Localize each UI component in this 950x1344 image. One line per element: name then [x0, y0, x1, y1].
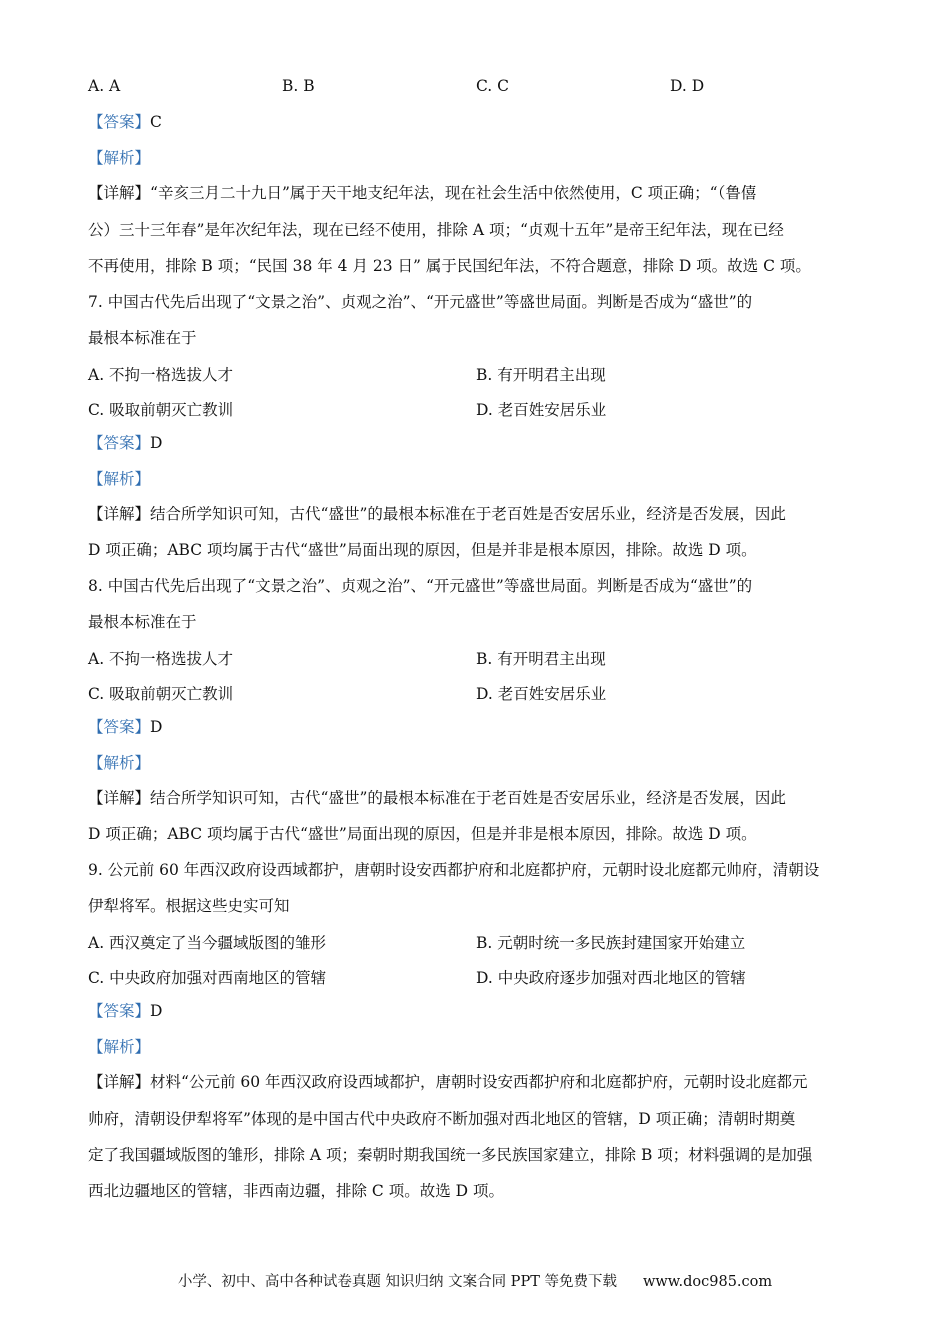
detail-text: 结合所学知识可知，古代“盛世”的最根本标准在于老百姓是否安居乐业，经济是否发展，因此 — [150, 505, 786, 523]
option-c: C. 中央政府加强对西南地区的管辖 — [88, 969, 327, 987]
option-c: C. 吸取前朝灭亡教训 — [88, 401, 234, 419]
q6-answer — [88, 112, 870, 132]
option-a: A. 不拘一格选拔人才 — [88, 366, 234, 384]
q9-stem-line-2: 伊犁将军。根据这些史实可知 — [88, 897, 290, 915]
option-a: A. 不拘一格选拔人才 — [88, 650, 234, 668]
q8-detail-line-1 — [88, 788, 870, 808]
analysis-tag: 【解析】 — [88, 149, 151, 167]
q9-answer — [88, 1001, 870, 1021]
page-footer — [0, 1270, 950, 1291]
q6-detail-line-1 — [88, 183, 870, 203]
q8-options-row-1 — [88, 647, 878, 667]
detail-text: 结合所学知识可知，古代“盛世”的最根本标准在于老百姓是否安居乐业，经济是否发展，因此 — [150, 789, 786, 807]
option-d: D. 老百姓安居乐业 — [476, 685, 607, 703]
q6-detail-line-2: 公）三十三年春”是年次纪年法，现在已经不使用，排除 A 项；“贞观十五年”是帝王纪年法，现在已经 — [88, 221, 784, 239]
analysis-tag: 【解析】 — [88, 1038, 151, 1056]
analysis-tag: 【解析】 — [88, 754, 151, 772]
q7-options-row-1 — [88, 363, 878, 383]
option-a: A. 西汉奠定了当今疆域版图的雏形 — [88, 934, 327, 952]
detail-tag: 【详解】 — [88, 505, 151, 523]
footer-url[interactable]: www.doc985.com — [642, 1274, 773, 1290]
answer-tag: 【答案】 — [88, 113, 151, 131]
answer-value: C — [150, 113, 162, 131]
detail-text: 材料“公元前 60 年西汉政府设西域都护，唐朝时设安西都护府和北庭都护府，元朝时设北庭都元 — [150, 1073, 808, 1091]
q6-options — [88, 77, 878, 97]
option-b: B. 有开明君主出现 — [476, 366, 606, 384]
option-d: D. 中央政府逐步加强对西北地区的管辖 — [476, 969, 746, 987]
detail-tag: 【详解】 — [88, 789, 151, 807]
q6-detail-line-3: 不再使用，排除 B 项；“民国 38 年 4 月 23 日” 属于民国纪年法，不符合题意，排除 D 项。故选 C 项。 — [88, 257, 811, 275]
option-d: D. 老百姓安居乐业 — [476, 401, 607, 419]
answer-tag: 【答案】 — [88, 434, 151, 452]
option-d: D. D — [670, 77, 705, 95]
q7-detail-line-1 — [88, 504, 870, 524]
q9-detail-line-4: 西北边疆地区的管辖，非西南边疆，排除 C 项。故选 D 项。 — [88, 1182, 504, 1200]
answer-tag: 【答案】 — [88, 1002, 151, 1020]
q8-analysis — [88, 753, 870, 773]
detail-text: “辛亥三月二十九日”属于天干地支纪年法，现在社会生活中依然使用，C 项正确；“（鲁僖 — [150, 184, 757, 202]
option-b: B. 有开明君主出现 — [476, 650, 606, 668]
q7-options-row-2 — [88, 398, 878, 418]
q7-stem-line-1: 7. 中国古代先后出现了“文景之治”、贞观之治”、“开元盛世”等盛世局面。判断是否成为“盛世”的 — [88, 293, 753, 311]
answer-tag: 【答案】 — [88, 718, 151, 736]
answer-value: D — [150, 1002, 163, 1020]
q9-detail-line-2: 帅府，清朝设伊犁将军”体现的是中国古代中央政府不断加强对西北地区的管辖，D 项正确；清朝时期奠 — [88, 1110, 796, 1128]
q8-stem-line-1: 8. 中国古代先后出现了“文景之治”、贞观之治”、“开元盛世”等盛世局面。判断是否成为“盛世”的 — [88, 577, 753, 595]
q9-detail-line-1 — [88, 1072, 870, 1092]
q8-detail-line-2: D 项正确；ABC 项均属于古代“盛世”局面出现的原因，但是并非是根本原因，排除。故选 D 项。 — [88, 825, 757, 843]
q6-analysis — [88, 148, 870, 168]
footer-text: 小学、初中、高中各种试卷真题 知识归纳 文案合同 PPT 等免费下载 — [177, 1274, 617, 1290]
answer-value: D — [150, 434, 163, 452]
q8-options-row-2 — [88, 682, 878, 702]
detail-tag: 【详解】 — [88, 184, 151, 202]
q7-stem-line-2: 最根本标准在于 — [88, 329, 197, 347]
q8-stem-line-2: 最根本标准在于 — [88, 613, 197, 631]
q8-answer — [88, 717, 870, 737]
q9-options-row-1 — [88, 931, 878, 951]
q9-options-row-2 — [88, 966, 878, 986]
q9-stem-line-1: 9. 公元前 60 年西汉政府设西域都护，唐朝时设安西都护府和北庭都护府，元朝时设北庭都元帅府，清朝设 — [88, 861, 820, 879]
option-c: C. 吸取前朝灭亡教训 — [88, 685, 234, 703]
option-c: C. C — [476, 77, 510, 95]
answer-value: D — [150, 718, 163, 736]
option-b: B. 元朝时统一多民族封建国家开始建立 — [476, 934, 746, 952]
option-b: B. B — [282, 77, 315, 95]
q7-detail-line-2: D 项正确；ABC 项均属于古代“盛世”局面出现的原因，但是并非是根本原因，排除。故选 D 项。 — [88, 541, 757, 559]
q9-detail-line-3: 定了我国疆域版图的雏形，排除 A 项；秦朝时期我国统一多民族国家建立，排除 B 项；材料强调的是加强 — [88, 1146, 813, 1164]
q9-analysis — [88, 1037, 870, 1057]
q7-answer — [88, 433, 870, 453]
detail-tag: 【详解】 — [88, 1073, 151, 1091]
option-a: A. A — [88, 77, 121, 95]
q7-analysis — [88, 469, 870, 489]
analysis-tag: 【解析】 — [88, 470, 151, 488]
